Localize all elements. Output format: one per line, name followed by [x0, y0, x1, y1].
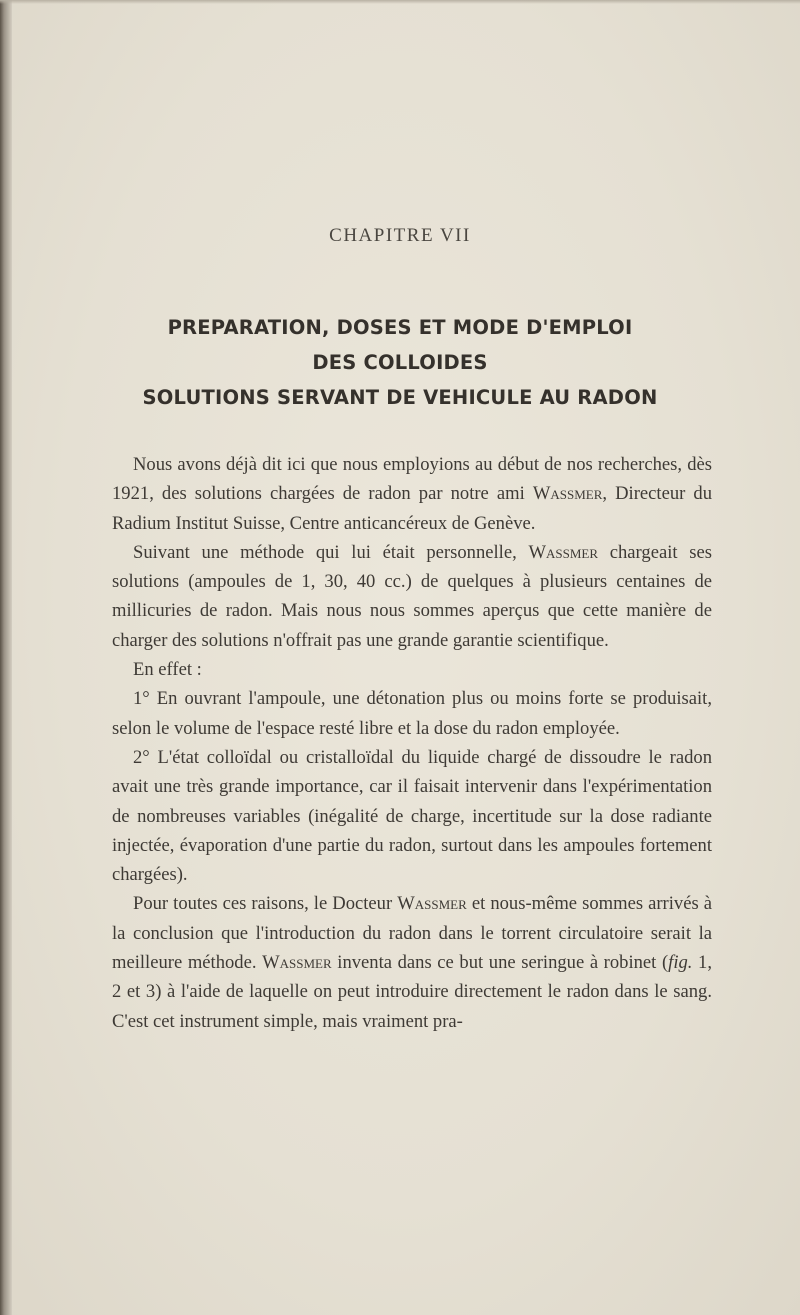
author-name: Wassmer: [397, 893, 467, 915]
author-name: Wassmer: [262, 952, 332, 974]
paragraph-3: En effet :: [133, 659, 202, 681]
chapter-title-line-2: DES COLLOIDES: [312, 351, 488, 374]
page-spine: [0, 0, 12, 1315]
paragraph-6-text-c: inventa dans ce but une seringue à robinet (: [331, 952, 669, 974]
paragraph-5: 2° L'état colloïdal ou cristalloïdal du liquide chargé de dissoudre le radon avait une très grande importance, car il faisait intervenir dans l'expérimentation de nombreuses variables (inégalité de charge, incertitude sur la dose radiante injectée, évaporation d'une partie du radon, surtout dans les ampoules fortement chargées).: [112, 746, 712, 886]
paragraph-2-text-a: Suivant une méthode qui lui était personnelle,: [133, 541, 529, 563]
paragraph-6: [112, 889, 712, 1035]
chapter-heading: CHAPITRE VII: [329, 225, 471, 246]
paragraph-2: [112, 538, 712, 655]
paragraph-1-text-a: Nous avons déjà dit ici que nous employions au début de nos recherches, dès 1921, des solutions chargées de radon par notre ami: [112, 454, 712, 505]
figure-reference: fig.: [668, 952, 693, 974]
page-top-edge: [0, 0, 800, 4]
body-text: [112, 450, 712, 1036]
paragraph-6-text-a: Pour toutes ces raisons, le Docteur: [133, 893, 398, 915]
paragraph-6-text-d: 1, 2 et 3) à l'aide de laquelle on peut introduire directement le radon dans le sang. C'est cet instrument simple, mais vraiment pra-: [112, 952, 712, 1032]
paragraph-4: 1° En ouvrant l'ampoule, une détonation plus ou moins forte se produisait, selon le volume de l'espace resté libre et la dose du radon employée.: [112, 688, 712, 739]
paragraph-1: [112, 450, 712, 538]
chapter-title-line-3: SOLUTIONS SERVANT DE VEHICULE AU RADON: [142, 386, 658, 409]
paragraph-2-text-b: chargeait ses solutions (ampoules de 1, 30, 40 cc.) de quelques à plusieurs centaines de millicuries de radon. Mais nous nous sommes aperçus que cette manière de charger des solutions n'offrait pas une grande garantie scientifique.: [112, 541, 712, 651]
chapter-title: [0, 310, 800, 415]
paragraph-1-text-b: , Directeur du Radium Institut Suisse, Centre anticancéreux de Genève.: [112, 483, 712, 534]
author-name: Wassmer: [532, 483, 603, 505]
paragraph-6-text-b: et nous-même sommes arrivés à la conclusion que l'introduction du radon dans le torrent circulatoire serait la meilleure méthode.: [112, 893, 712, 974]
chapter-title-line-1: PREPARATION, DOSES ET MODE D'EMPLOI: [167, 316, 633, 339]
author-name: Wassmer: [528, 541, 599, 563]
